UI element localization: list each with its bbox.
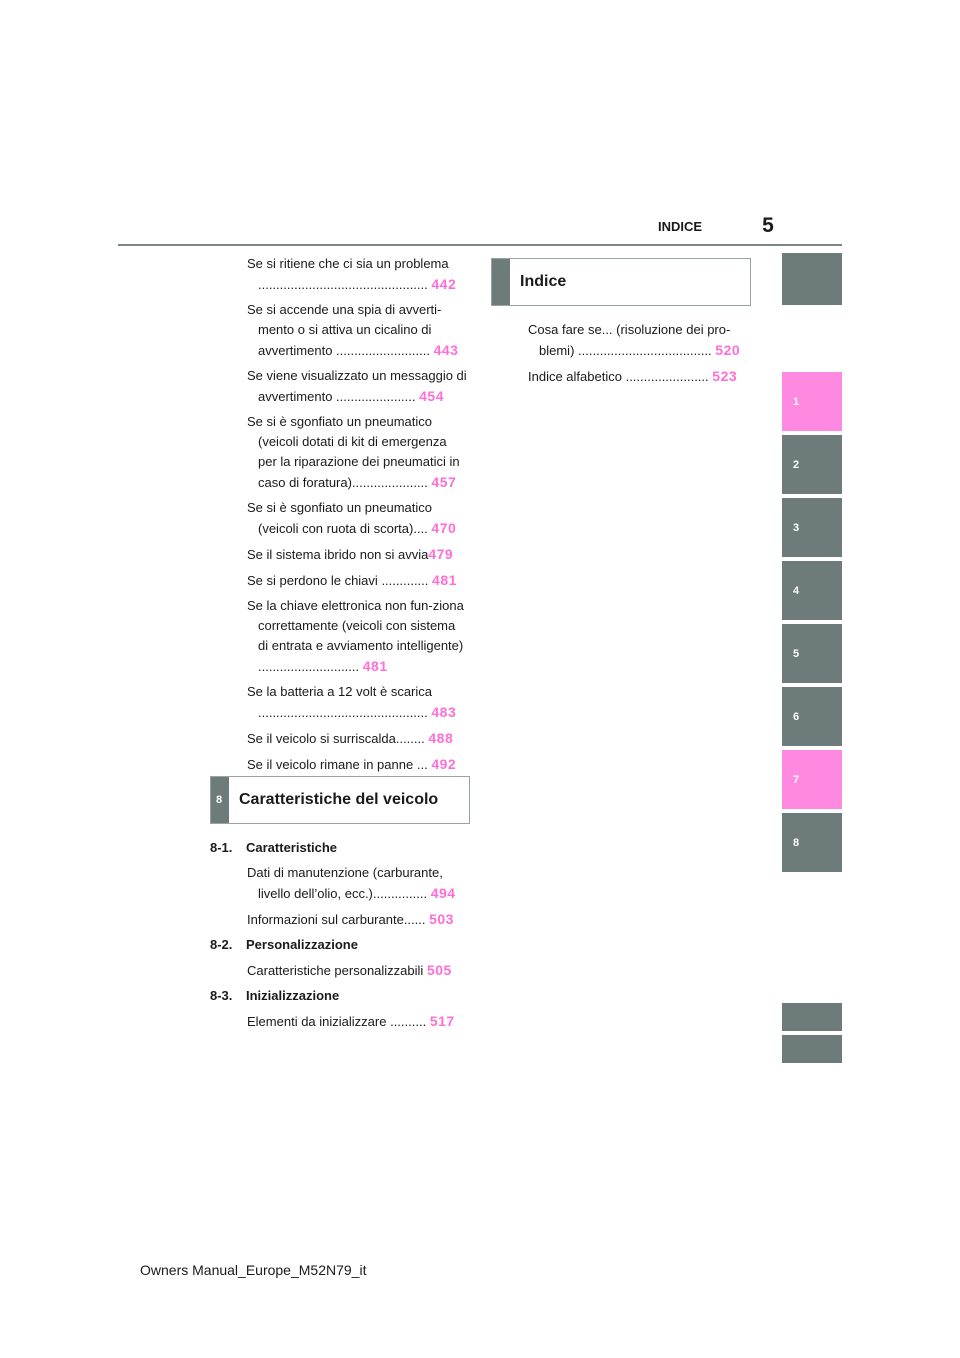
toc-entry[interactable]: Se si accende una spia di avverti-mento o si attiva un cicalino di avvertimento .......................... 443 xyxy=(247,302,459,358)
toc-entry[interactable]: Se si è sgonfiato un pneumatico (veicoli con ruota di scorta).... 470 xyxy=(247,500,457,536)
section-8-list xyxy=(210,838,468,1037)
indice-list xyxy=(528,320,748,392)
toc-entry[interactable]: Se si è sgonfiato un pneumatico (veicoli dotati di kit di emergenza per la riparazione dei pneumatici in caso di foratura)..................... 457 xyxy=(247,414,460,490)
indice-title: Indice xyxy=(520,273,567,290)
toc-entry[interactable]: Se si ritiene che ci sia un problema ............................................... 442 xyxy=(247,256,457,292)
indice-tab xyxy=(492,259,510,305)
section-8-heading[interactable] xyxy=(210,776,470,824)
toc-entry[interactable]: Se il sistema ibrido non si avvia479 xyxy=(247,546,454,562)
toc-entry[interactable]: Cosa fare se... (risoluzione dei pro-blemi) ..................................... 520 xyxy=(528,322,741,358)
subsection-heading[interactable]: 8-3. Inizializzazione xyxy=(210,988,340,1003)
chapter-tab-blank-top[interactable] xyxy=(782,253,842,305)
toc-entry[interactable]: Caratteristiche personalizzabili 505 xyxy=(247,962,452,978)
footer-document-id: Owners Manual_Europe_M52N79_it xyxy=(140,1262,367,1278)
subsection-heading[interactable]: 8-2. Personalizzazione xyxy=(210,937,358,952)
chapter-tab-blank-bottom-2[interactable] xyxy=(782,1035,842,1063)
section-8-tab: 8 xyxy=(211,777,229,823)
header-divider xyxy=(118,244,842,246)
toc-entry[interactable]: Se il veicolo rimane in panne ... 492 xyxy=(247,756,457,772)
indice-heading[interactable] xyxy=(491,258,751,306)
page-number: 5 xyxy=(762,214,774,237)
chapter-tab-3[interactable]: 3 xyxy=(782,498,842,557)
left-toc-list xyxy=(247,254,467,780)
subsection-heading[interactable]: 8-1. Caratteristiche xyxy=(210,840,338,855)
chapter-tab-7[interactable]: 7 xyxy=(782,750,842,809)
toc-entry[interactable]: Indice alfabetico ....................... 523 xyxy=(528,368,738,384)
toc-entry[interactable]: Se la batteria a 12 volt è scarica ............................................... 483 xyxy=(247,684,457,720)
chapter-tab-5[interactable]: 5 xyxy=(782,624,842,683)
toc-entry[interactable]: Se il veicolo si surriscalda........ 488 xyxy=(247,730,454,746)
chapter-tab-8[interactable]: 8 xyxy=(782,813,842,872)
chapter-tab-2[interactable]: 2 xyxy=(782,435,842,494)
chapter-tab-1[interactable]: 1 xyxy=(782,372,842,431)
chapter-tab-6[interactable]: 6 xyxy=(782,687,842,746)
chapter-tab-blank-bottom-1[interactable] xyxy=(782,1003,842,1031)
header-title: INDICE xyxy=(657,219,703,234)
toc-entry[interactable]: Se si perdono le chiavi ............. 481 xyxy=(247,572,457,588)
toc-entry[interactable]: Elementi da inizializzare .......... 517 xyxy=(247,1013,455,1029)
section-8-title: Caratteristiche del veicolo xyxy=(239,791,439,808)
toc-entry[interactable]: Informazioni sul carburante...... 503 xyxy=(247,911,454,927)
chapter-tab-4[interactable]: 4 xyxy=(782,561,842,620)
toc-entry[interactable]: Se viene visualizzato un messaggio di avvertimento ...................... 454 xyxy=(247,368,467,404)
toc-entry[interactable]: Se la chiave elettronica non fun-ziona correttamente (veicoli con sistema di entrata e avviamento intelligente) ............................ 481 xyxy=(247,598,464,674)
toc-entry[interactable]: Dati di manutenzione (carburante, livello dell’olio, ecc.)............... 494 xyxy=(247,865,456,901)
